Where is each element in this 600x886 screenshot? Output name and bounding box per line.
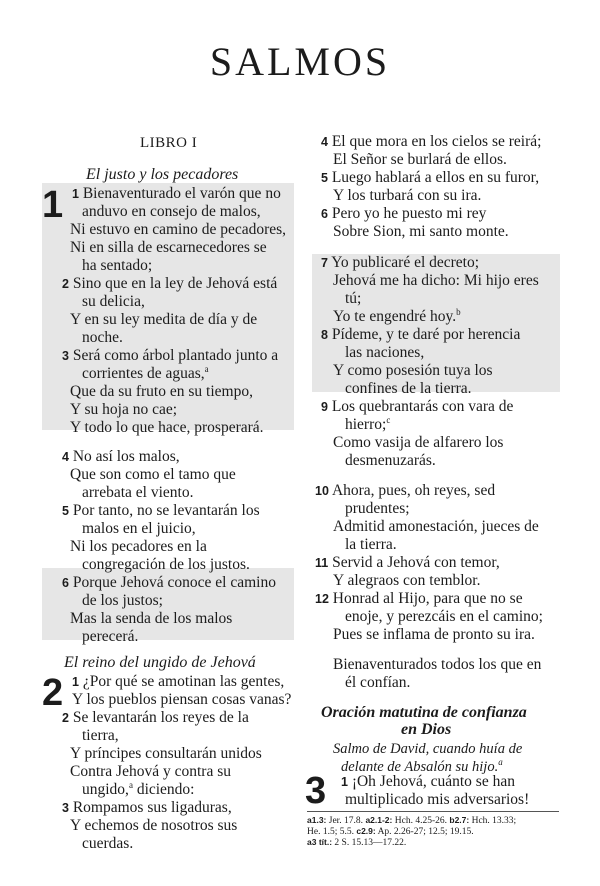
verse-text: su delicia,	[82, 293, 145, 310]
verse-text: Y alegraos con temblor.	[333, 572, 481, 589]
verse-line	[345, 500, 410, 518]
verse-line	[333, 626, 535, 644]
psalm3-subtitle-line1: Salmo de David, cuando huía de	[333, 741, 523, 757]
verse-text: Pídeme, y te daré por herencia	[331, 326, 521, 343]
psalm1-chapter-number: 1	[42, 184, 64, 226]
verse-line-start	[315, 554, 500, 572]
verse-line-start	[321, 326, 520, 344]
verse-text: él confían.	[345, 674, 411, 691]
verse-number: 12	[315, 592, 329, 606]
verse-line-start	[62, 502, 260, 520]
verse-text: malos en el juicio,	[82, 520, 196, 537]
verse-text: enoje, y perezcáis en el camino;	[345, 608, 543, 625]
verse-number: 2	[62, 711, 69, 725]
verse-line	[82, 727, 119, 745]
psalm2-chapter-number: 2	[42, 672, 64, 714]
verse-text: hierro;	[345, 416, 387, 433]
verse-line	[345, 536, 397, 554]
verse-line-start	[315, 590, 523, 608]
footnote-text: 2 S. 15.13—17.22.	[332, 838, 407, 848]
verse-line	[70, 311, 257, 329]
verse-line-start	[62, 347, 278, 365]
libro-heading: LIBRO I	[140, 135, 198, 151]
book-title: SALMOS	[209, 39, 391, 84]
verse-line	[70, 383, 253, 401]
verse-text: Como vasija de alfarero los	[333, 434, 504, 451]
verse-line	[333, 223, 509, 241]
verse-text: Honrad al Hijo, para que no se	[332, 590, 523, 607]
verse-text: Se levantarán los reyes de la	[72, 709, 249, 726]
verse-number: 10	[315, 484, 329, 498]
verse-text: ¡Oh Jehová, cuánto se han	[351, 773, 515, 790]
verse-number: 1	[72, 675, 79, 689]
verse-text: Y en su ley medita de día y de	[70, 311, 258, 328]
verse-line	[345, 674, 410, 692]
verse-text: Los quebrantarás con vara de	[331, 398, 514, 415]
verse-line-start	[62, 709, 249, 727]
verse-line	[82, 556, 250, 574]
verse-text: las naciones,	[345, 344, 425, 361]
verse-line	[345, 380, 472, 398]
verse-line	[333, 272, 539, 290]
verse-text: Rompamos sus ligaduras,	[72, 799, 232, 816]
verse-line	[82, 293, 145, 311]
footnote-text: Hch. 4.25-26.	[392, 816, 450, 826]
verse-number: 9	[321, 400, 328, 414]
verse-text: Ahora, pues, oh reyes, sed	[331, 482, 496, 499]
footnote-reference: c2.9:	[356, 826, 376, 836]
verse-text: Bienaventurados todos los que en	[333, 656, 542, 673]
verse-line-start	[321, 205, 486, 223]
verse-text: Y echemos de nosotros sus	[70, 817, 238, 834]
verse-text: Pues se inflama de pronto su ira.	[333, 626, 535, 643]
verse-line	[345, 608, 543, 626]
verse-text: Admitid amonestación, jueces de	[333, 518, 539, 535]
verse-text: Ni los pecadores en la	[70, 538, 207, 555]
verse-number: 3	[62, 349, 69, 363]
verse-line-start	[321, 254, 479, 272]
verse-line	[70, 538, 207, 556]
footnote-marker: a	[204, 363, 209, 374]
psalm1-heading: El justo y los pecadores	[86, 166, 239, 183]
verse-text: prudentes;	[345, 500, 410, 517]
verse-text: El que mora en los cielos se reirá;	[331, 133, 542, 150]
verse-text: Y los pueblos piensan cosas vanas?	[72, 691, 292, 708]
verse-number: 1	[72, 187, 79, 201]
verse-text: Y los turbará con su ira.	[333, 187, 482, 204]
verse-text: Sobre Sion, mi santo monte.	[333, 223, 509, 240]
verse-text: Será como árbol plantado junto a	[72, 347, 279, 364]
verse-text: Porque Jehová conoce el camino	[72, 574, 276, 591]
verse-text: tú;	[345, 290, 362, 307]
verse-number: 1	[341, 775, 348, 789]
verse-line	[82, 781, 195, 799]
verse-text: confines de la tierra.	[345, 380, 472, 397]
verse-text: Ni en silla de escarnecedores se	[70, 239, 267, 256]
verse-number: 8	[321, 328, 328, 342]
verse-text: Jehová me ha dicho: Mi hijo eres	[333, 272, 539, 289]
verse-line-start	[62, 275, 277, 293]
verse-line-start	[62, 448, 180, 466]
verse-number: 3	[62, 801, 69, 815]
verse-line	[82, 484, 193, 502]
footnote-marker: b	[456, 306, 461, 317]
verse-line	[70, 221, 286, 239]
verse-line	[333, 187, 481, 205]
verse-line-start	[62, 799, 232, 817]
verse-text: anduvo en consejo de malos,	[82, 203, 261, 220]
verse-text: congregación de los justos.	[82, 556, 250, 573]
footnote-divider	[307, 811, 559, 812]
verse-line	[333, 434, 503, 452]
verse-text: No así los malos,	[72, 448, 180, 465]
verse-line	[82, 835, 133, 853]
verse-text: multiplicado mis adversarios!	[345, 791, 530, 808]
footnote-text: Hch. 13.33;	[469, 816, 517, 826]
verse-text: corrientes de aguas,	[82, 365, 205, 382]
verse-number: 4	[321, 135, 328, 149]
verse-line-start	[321, 169, 539, 187]
verse-number: 7	[321, 256, 328, 270]
verse-line	[333, 151, 507, 169]
verse-line	[70, 401, 177, 419]
verse-text: Por tanto, no se levantarán los	[72, 502, 260, 519]
footnote-marker: a	[128, 779, 133, 790]
verse-line	[70, 419, 264, 437]
verse-line	[345, 452, 436, 470]
verse-line	[82, 203, 261, 221]
footnote-text: Ap. 2.26-27; 12.5; 19.15.	[375, 827, 474, 837]
verse-line-start	[72, 185, 281, 203]
psalm3-heading-line1: Oración matutina de confianza	[321, 704, 527, 721]
footnote-text: Jer. 17.8.	[326, 816, 366, 826]
verse-line-start	[341, 773, 515, 791]
verse-number: 11	[315, 556, 329, 570]
verse-text: de los justos;	[82, 592, 163, 609]
verse-text: cuerdas.	[82, 835, 134, 852]
verse-text: Y todo lo que hace, prosperará.	[70, 419, 264, 436]
verse-text: ungido,	[82, 781, 129, 798]
verse-line	[345, 416, 390, 434]
verse-text: Mas la senda de los malos	[70, 610, 233, 627]
psalm3-chapter-number: 3	[305, 770, 327, 812]
verse-line	[72, 691, 291, 709]
verse-text: Y su hoja no cae;	[70, 401, 178, 418]
verse-text: Que da su fruto en su tiempo,	[70, 383, 253, 400]
verse-line	[70, 610, 232, 628]
verse-text: Bienaventurado el varón que no	[82, 185, 281, 202]
verse-text: Y príncipes consultarán unidos	[70, 745, 262, 762]
verse-line-start	[62, 574, 276, 592]
verse-text: arrebata el viento.	[82, 484, 194, 501]
verse-number: 4	[62, 450, 69, 464]
verse-text: tierra,	[82, 727, 119, 744]
verse-line	[345, 344, 424, 362]
footnote-reference: b2.7:	[449, 815, 470, 825]
verse-line	[70, 239, 267, 257]
verse-text: la tierra.	[345, 536, 397, 553]
verse-number: 5	[62, 504, 69, 518]
verse-number: 6	[62, 576, 69, 590]
verse-line-start	[321, 398, 513, 416]
verse-line	[70, 763, 231, 781]
verse-line-start	[321, 133, 541, 151]
verse-text: ¿Por qué se amotinan las gentes,	[82, 673, 285, 690]
footnote-marker: c	[386, 414, 391, 425]
verse-line	[333, 656, 541, 674]
verse-text: Yo publicaré el decreto;	[331, 254, 480, 271]
footnote-text: He. 1.5; 5.5.	[307, 827, 357, 837]
verse-text: Luego hablará a ellos en su furor,	[331, 169, 540, 186]
verse-line	[70, 745, 262, 763]
verse-line	[82, 365, 209, 383]
verse-line	[70, 817, 237, 835]
verse-line	[82, 520, 196, 538]
verse-text: Ni estuvo en camino de pecadores,	[70, 221, 287, 238]
verse-line	[333, 572, 481, 590]
verse-text: Sino que en la ley de Jehová está	[72, 275, 278, 292]
verse-line	[82, 592, 163, 610]
verse-line	[333, 362, 493, 380]
verse-text: noche.	[82, 329, 123, 346]
verse-text: ha sentado;	[82, 257, 153, 274]
verse-line	[333, 518, 539, 536]
verse-text: El Señor se burlará de ellos.	[333, 151, 507, 168]
verse-text: Servid a Jehová con temor,	[332, 554, 500, 571]
psalm3-heading-line2: en Dios	[401, 721, 452, 738]
verse-line-start	[72, 673, 284, 691]
psalm3-subtitle-line2: delante de Absalón su hijo.$^a$	[341, 757, 503, 775]
verse-line	[82, 257, 152, 275]
verse-text: Yo te engendré hoy.	[333, 308, 457, 325]
verse-line	[82, 628, 138, 646]
verse-text: Contra Jehová y contra su	[70, 763, 231, 780]
verse-text: diciendo:	[132, 781, 195, 798]
verse-text: Pero yo he puesto mi rey	[331, 205, 487, 222]
verse-line-start	[315, 482, 495, 500]
verse-number: 2	[62, 277, 69, 291]
psalm2-heading: El reino del ungido de Jehová	[64, 654, 256, 671]
verse-line	[345, 290, 361, 308]
footnote-reference: a2.1-2:	[365, 815, 393, 825]
verse-text: desmenuzarás.	[345, 452, 436, 469]
verse-number: 5	[321, 171, 328, 185]
verse-text: Que son como el tamo que	[70, 466, 236, 483]
footnote-reference: a1.3:	[307, 815, 327, 825]
footnote-reference: a3 tít.:	[307, 837, 333, 847]
verse-line	[70, 466, 236, 484]
verse-line	[82, 329, 123, 347]
verse-line	[333, 308, 461, 326]
verse-line	[345, 791, 529, 809]
verse-text: perecerá.	[82, 628, 139, 645]
footnote-line	[307, 837, 406, 849]
verse-number: 6	[321, 207, 328, 221]
verse-text: Y como posesión tuya los	[333, 362, 493, 379]
